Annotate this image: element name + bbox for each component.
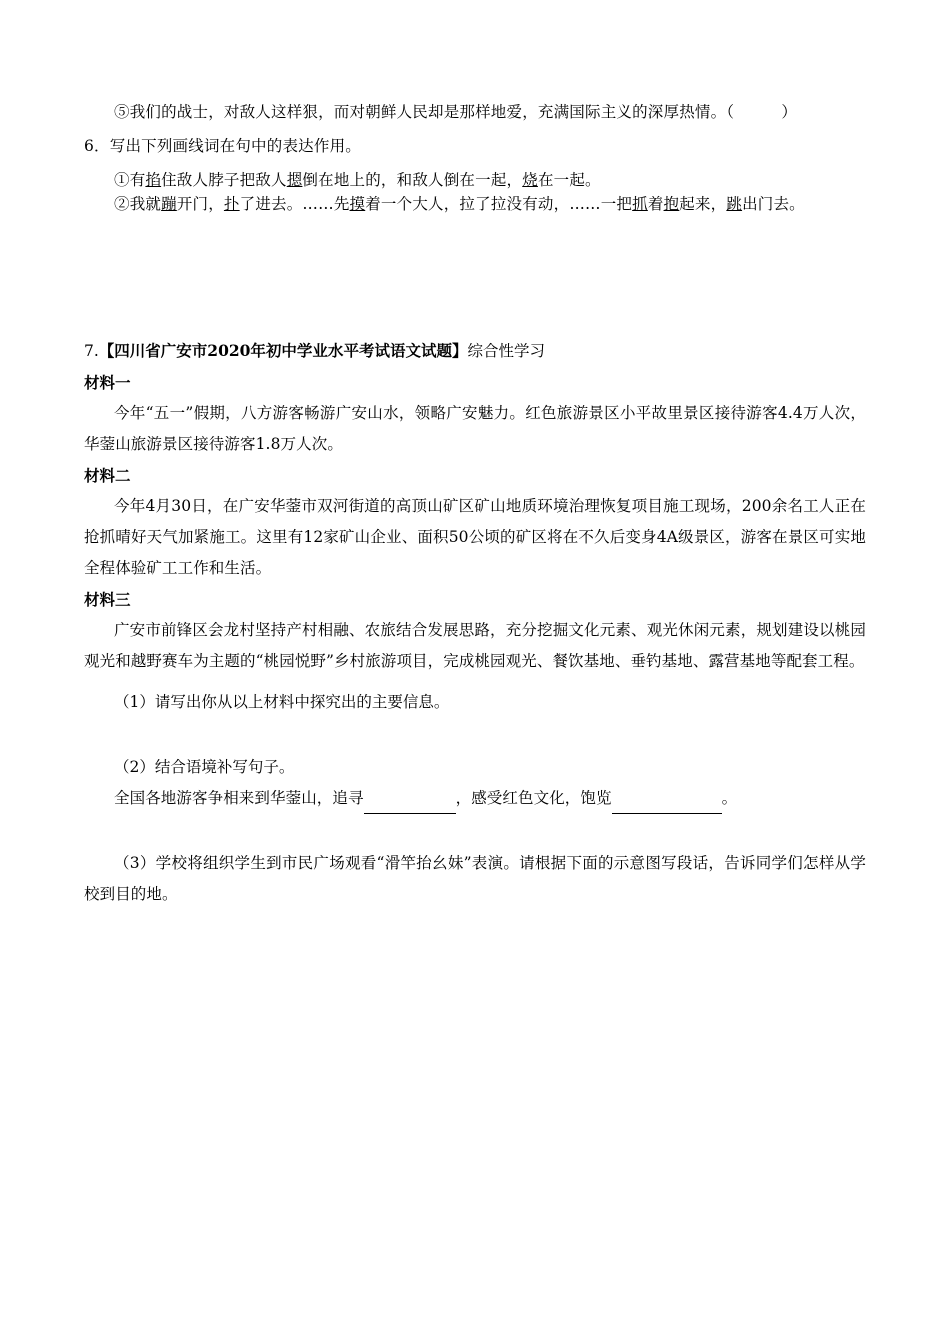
underlined-word-beng: 蹦	[161, 195, 177, 214]
material-label-1: 材料一	[84, 372, 131, 392]
material-label-2: 材料二	[84, 465, 131, 485]
fill-blank-2[interactable]	[612, 813, 722, 814]
fill-middle: ，感受红色文化，饱览	[455, 788, 612, 807]
q6-2-seg5: 起来，	[679, 195, 727, 214]
question7-source: 【四川省广安市2020年初中学业水平考试语文试题】	[98, 341, 468, 361]
q6-1-seg3: 在一起。	[537, 171, 601, 190]
q6-1-seg2: 倒在地上的，和敌人倒在一起，	[302, 171, 523, 190]
answer-space-q7-2	[84, 814, 866, 848]
q6-1-seg1: 住敌人脖子把敌人	[161, 171, 287, 190]
q6-2-seg3: 着一个大人，拉了拉没有动，……一把	[365, 195, 633, 214]
underlined-word-zhua: 抓	[632, 195, 648, 214]
answer-space-q6	[84, 216, 866, 336]
underlined-word-mo: 摸	[349, 195, 366, 214]
question7-type: 综合性学习	[467, 342, 545, 361]
underlined-word-pu: 扑	[223, 195, 240, 214]
fill-suffix: 。	[721, 788, 738, 807]
question7-sub-2: （2）结合语境补写句子。	[114, 757, 295, 776]
material-paragraph-1: 今年“五一”假期，八方游客畅游广安山水，领略广安魅力。红色旅游景区小平故里景区接待游客4.4万人次，华蓥山旅游景区接待游客1.8万人次。	[84, 403, 866, 453]
q6-2-seg2: 了进去。……先	[239, 195, 350, 214]
question7-number: 7.	[84, 342, 99, 361]
question6-sub-1	[84, 168, 866, 192]
underlined-word-qia: 掐	[145, 171, 162, 190]
spacer	[84, 677, 866, 687]
q6-2-seg6: 出门去。	[742, 195, 805, 214]
underlined-word-shao: 烧	[522, 171, 538, 190]
question6-sub-2	[84, 192, 866, 216]
question7-sub-1: （1）请写出你从以上材料中探究出的主要信息。	[114, 692, 450, 711]
question5-option-5: ⑤我们的战士，对敌人这样狠，而对朝鲜人民却是那样地爱，充满国际主义的深厚热情。（ ）	[114, 103, 798, 121]
underlined-word-tiao: 跳	[726, 195, 743, 214]
spacer	[84, 124, 866, 134]
question7-sub-2-fill-line	[84, 783, 866, 814]
material-label-3: 材料三	[84, 589, 131, 609]
underlined-word-bao: 抱	[663, 195, 680, 214]
material-paragraph-2: 今年4月30日，在广安华蓥市双河街道的高顶山矿区矿山地质环境治理恢复项目施工现场，200余名工人正在抢抓晴好天气加紧施工。这里有12家矿山企业、面积50公顷的矿区将在不久后变身4A级景区，游客在景区可实地全程体验矿工工作和生活。	[84, 496, 866, 577]
question6-stem: 6．写出下列画线词在句中的表达作用。	[84, 137, 361, 156]
material-paragraph-3: 广安市前锋区会龙村坚持产村相融、农旅结合发展思路，充分挖掘文化元素、观光休闲元素，规划建设以桃园观光和越野赛车为主题的“桃园悦野”乡村旅游项目，完成桃园观光、餐饮基地、垂钓基地、露营基地等配套工程。	[84, 620, 866, 670]
answer-space-q7-1	[84, 718, 866, 752]
q6-2-seg4: 着	[647, 195, 664, 214]
spacer	[84, 158, 866, 168]
q6-2-seg0: ②我就	[114, 195, 162, 214]
fill-prefix: 全国各地游客争相来到华蓥山，追寻	[114, 788, 364, 807]
question6-sub-1-text: ①有	[114, 171, 146, 190]
q6-2-seg1: 开门，	[176, 195, 224, 214]
question7-sub-3: （3）学校将组织学生到市民广场观看“滑竿抬幺妹”表演。请根据下面的示意图写段话，告诉同学们怎样从学校到目的地。	[84, 853, 866, 903]
underlined-word-en: 摁	[286, 171, 303, 190]
fill-blank-1[interactable]	[364, 813, 456, 814]
question7-heading	[84, 336, 866, 366]
